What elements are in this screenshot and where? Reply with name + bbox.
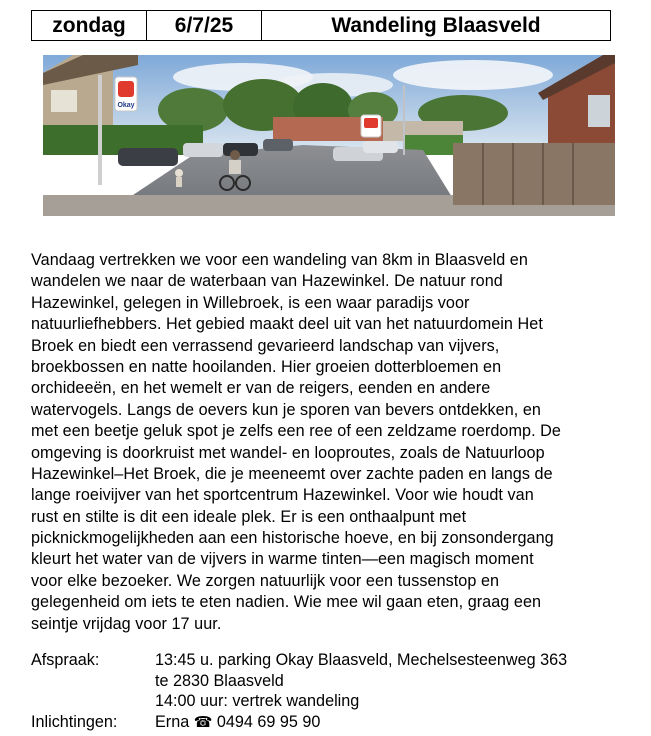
afspraak-row — [31, 650, 631, 712]
afspraak-value — [155, 650, 567, 712]
description-line: met een beetje geluk spot je zelfs een ree of een zeldzame roerdomp. De — [31, 422, 561, 441]
inlichtingen-label: Inlichtingen: — [31, 712, 118, 731]
description-line: orchideeën, en het wemelt er van de reigers, eenden en andere — [31, 379, 491, 398]
contact-value — [155, 712, 320, 734]
header-table — [31, 10, 611, 41]
description-line: Hazewinkel–Het Broek, die je meeneemt over zachte paden en langs de — [31, 464, 553, 483]
contact-name: Erna — [155, 712, 190, 731]
description-text — [31, 250, 631, 635]
info-block — [31, 650, 631, 733]
phone-icon: ☎ — [193, 713, 213, 731]
description-line: lange roeivijver van het sportcentrum Hazewinkel. Voor wie houdt van — [31, 486, 534, 505]
inlichtingen-row — [31, 712, 631, 734]
description-line: Vandaag vertrekken we voor een wandeling van 8km in Blaasveld en — [31, 251, 528, 269]
description-line: natuurliefhebbers. Het gebied maakt deel uit van het natuurdomein Het — [31, 315, 543, 334]
header-title: Wandeling Blaasveld — [331, 13, 541, 37]
description-line: seintje vrijdag voor 17 uur. — [31, 614, 222, 633]
afspraak-line: te 2830 Blaasveld — [155, 671, 284, 690]
phone-number[interactable]: 0494 69 95 90 — [216, 712, 321, 731]
description-line: picknickmogelijkheden aan een historische hoeve, en bij zonsondergang — [31, 529, 554, 548]
afspraak-line: 13:45 u. parking Okay Blaasveld, Mechelsesteenweg 363 — [155, 651, 568, 669]
afspraak-label: Afspraak: — [31, 651, 100, 669]
description-line: gelegenheid om iets te eten nadien. Wie mee wil gaan eten, graag een — [31, 593, 542, 612]
sign-text-left: Okay — [117, 102, 135, 109]
header-day: zondag — [32, 11, 147, 40]
description-line: watervogels. Langs de oevers kun je sporen van bevers ontdekken, en — [31, 400, 541, 419]
afspraak-line: 14:00 uur: vertrek wandeling — [155, 692, 360, 710]
description-line: wandelen we naar de waterbaan van Hazewinkel. De natuur rond — [31, 272, 503, 291]
description-line: rust en stilte is dit een ideale plek. Er is een onthaalpunt met — [31, 507, 467, 526]
header-date: 6/7/25 — [147, 11, 262, 40]
description-line: broekbossen en natte hooilanden. Hier groeien dotterbloemen en — [31, 357, 502, 376]
description-line: voor elke bezoeker. We zorgen natuurlijk voor een tussenstop en — [31, 571, 500, 590]
description-line: kleurt het water van de vijvers in warme tinten—een magisch moment — [31, 550, 534, 569]
description-line: omgeving is doorkruist met wandel- en looproutes, zoals de Natuurloop — [31, 443, 545, 462]
description-line: Broek en biedt een verrassend gevarieerd landschap van vijvers, — [31, 336, 500, 355]
parking-photo — [43, 55, 615, 216]
description-line: Hazewinkel, gelegen in Willebroek, is een waar paradijs voor — [31, 293, 470, 312]
